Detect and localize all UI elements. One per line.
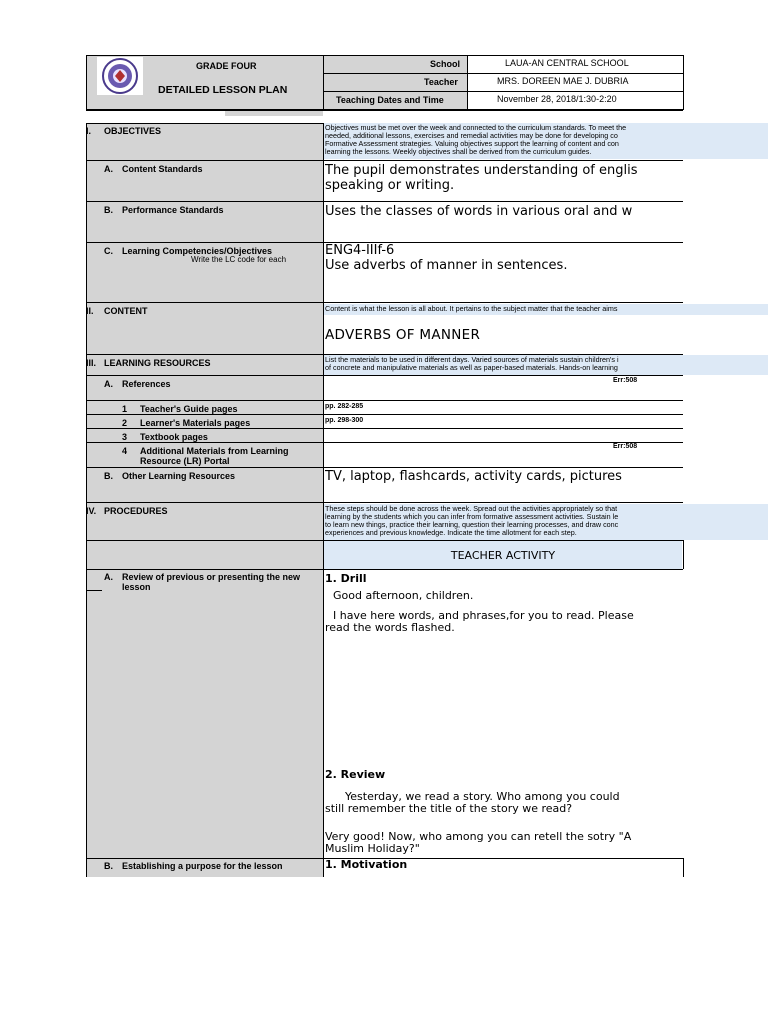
- lm-pages-label: Learner's Materials pages: [140, 418, 251, 428]
- objectives-label: OBJECTIVES: [104, 126, 162, 136]
- teacher-activity-label: TEACHER ACTIVITY: [450, 548, 556, 562]
- motivation-heading: 1. Motivation: [325, 858, 408, 871]
- lr-portal-label: Additional Materials from Learning: [140, 446, 289, 456]
- lm-pages-num: 2: [122, 418, 128, 428]
- content-standards-line-2: speaking or writing.: [325, 178, 455, 193]
- references-value: Err:508: [613, 377, 638, 384]
- resources-note-1: List the materials to be used in different days. Varied sources of materials sustain children's i: [325, 356, 619, 364]
- tg-pages-label: Teacher's Guide pages: [140, 404, 238, 414]
- objectives-note-3: Formative Assessment strategies. Valuing objectives support the learning of content and con: [325, 140, 619, 148]
- left-label-column: [86, 123, 323, 877]
- procedures-number: IV.: [86, 506, 97, 516]
- grade-label: GRADE FOUR: [196, 61, 257, 71]
- procedures-note-2: learning by the students which you can infer from formative assessment activities. Sustain le: [325, 513, 619, 521]
- textbook-pages-label: Textbook pages: [140, 432, 208, 442]
- objectives-note-1: Objectives must be met over the week and connected to the curriculum standards. To meet the: [325, 124, 627, 132]
- procedures-note-4: experiences and previous knowledge. Indicate the time allotment for each step.: [325, 529, 577, 537]
- drill-line-2: read the words flashed.: [325, 621, 455, 634]
- purpose-letter: B.: [104, 861, 113, 871]
- other-resources-letter: B.: [104, 471, 113, 481]
- performance-standards-label: Performance Standards: [122, 205, 224, 215]
- resources-number: III.: [86, 358, 97, 368]
- content-note: Content is what the lesson is all about. It pertains to the subject matter that the teacher aims: [325, 305, 618, 313]
- review-label: Review of previous or presenting the new: [122, 572, 301, 582]
- textbook-pages-num: 3: [122, 432, 128, 442]
- procedures-label: PROCEDURES: [104, 506, 168, 516]
- dates-value: November 28, 2018/1:30-2:20: [497, 94, 617, 104]
- dates-label: Teaching Dates and Time: [336, 95, 444, 105]
- references-letter: A.: [104, 379, 113, 389]
- performance-standards-letter: B.: [104, 205, 113, 215]
- competencies-sublabel: Write the LC code for each: [191, 255, 287, 264]
- plan-title: DETAILED LESSON PLAN: [158, 84, 288, 96]
- teacher-activity-header: [324, 541, 682, 569]
- content-standards-label: Content Standards: [122, 164, 203, 174]
- teacher-label: Teacher: [424, 77, 458, 87]
- teacher-value: MRS. DOREEN MAE J. DUBRIA: [497, 76, 629, 86]
- objectives-number: I.: [86, 126, 92, 136]
- objectives-note-2: needed, additional lessons, exercises and remedial activities may be done for developing co: [325, 132, 618, 140]
- logo-box: [97, 57, 143, 95]
- competencies-code: ENG4-IIIf-6: [325, 243, 395, 258]
- other-resources-label: Other Learning Resources: [122, 471, 236, 481]
- purpose-label: Establishing a purpose for the lesson: [122, 861, 283, 871]
- content-standards-line-1: The pupil demonstrates understanding of englis: [325, 163, 638, 178]
- lm-pages-value: pp. 298-300: [325, 417, 364, 424]
- lr-portal-label-2: Resource (LR) Portal: [140, 456, 230, 466]
- retell-line-2: Muslim Holiday?": [325, 842, 420, 855]
- school-value: LAUA-AN CENTRAL SCHOOL: [505, 58, 629, 68]
- lr-portal-num: 4: [122, 446, 128, 456]
- review-line-2: still remember the title of the story we read?: [325, 802, 573, 815]
- other-resources-value: TV, laptop, flashcards, activity cards, pictures: [325, 469, 622, 484]
- drill-greeting: Good afternoon, children.: [333, 589, 474, 602]
- competencies-label: Learning Competencies/Objectives: [122, 246, 273, 256]
- drill-line-1: I have here words, and phrases,for you to read. Please: [333, 609, 634, 622]
- tg-pages-num: 1: [122, 404, 128, 414]
- resources-note-2: of concrete and manipulative materials as well as paper-based materials. Hands-on learning: [325, 364, 618, 372]
- school-label: School: [430, 59, 461, 69]
- deped-seal-logo-icon: [97, 57, 143, 95]
- resources-label: LEARNING RESOURCES: [104, 358, 211, 368]
- review-label-2: lesson: [122, 582, 151, 592]
- references-label: References: [122, 379, 171, 389]
- objectives-note-4: learning the lessons. Weekly objectives shall be derived from the curriculum guides.: [325, 148, 592, 156]
- tg-pages-value: pp. 282-285: [325, 403, 364, 410]
- retell-line-1: Very good! Now, who among you can retell the sotry "A: [325, 830, 632, 843]
- content-label: CONTENT: [104, 306, 148, 316]
- content-value: ADVERBS OF MANNER: [325, 328, 481, 343]
- procedures-note-1: These steps should be done across the week. Spread out the activities appropriately so that: [325, 505, 618, 513]
- drill-heading: 1. Drill: [325, 572, 367, 585]
- review-letter: A.: [104, 572, 113, 582]
- lr-portal-value: Err:508: [613, 443, 638, 450]
- review-heading: 2. Review: [325, 768, 386, 781]
- competencies-objective: Use adverbs of manner in sentences.: [325, 258, 568, 273]
- performance-standards-line-1: Uses the classes of words in various oral and w: [325, 204, 633, 219]
- competencies-letter: C.: [104, 246, 113, 256]
- content-standards-letter: A.: [104, 164, 113, 174]
- procedures-note-3: to learn new things, practice their learning, question their learning processes, and draw conc: [325, 521, 619, 529]
- review-line-1: Yesterday, we read a story. Who among you could: [345, 790, 620, 803]
- content-number: II.: [86, 306, 94, 316]
